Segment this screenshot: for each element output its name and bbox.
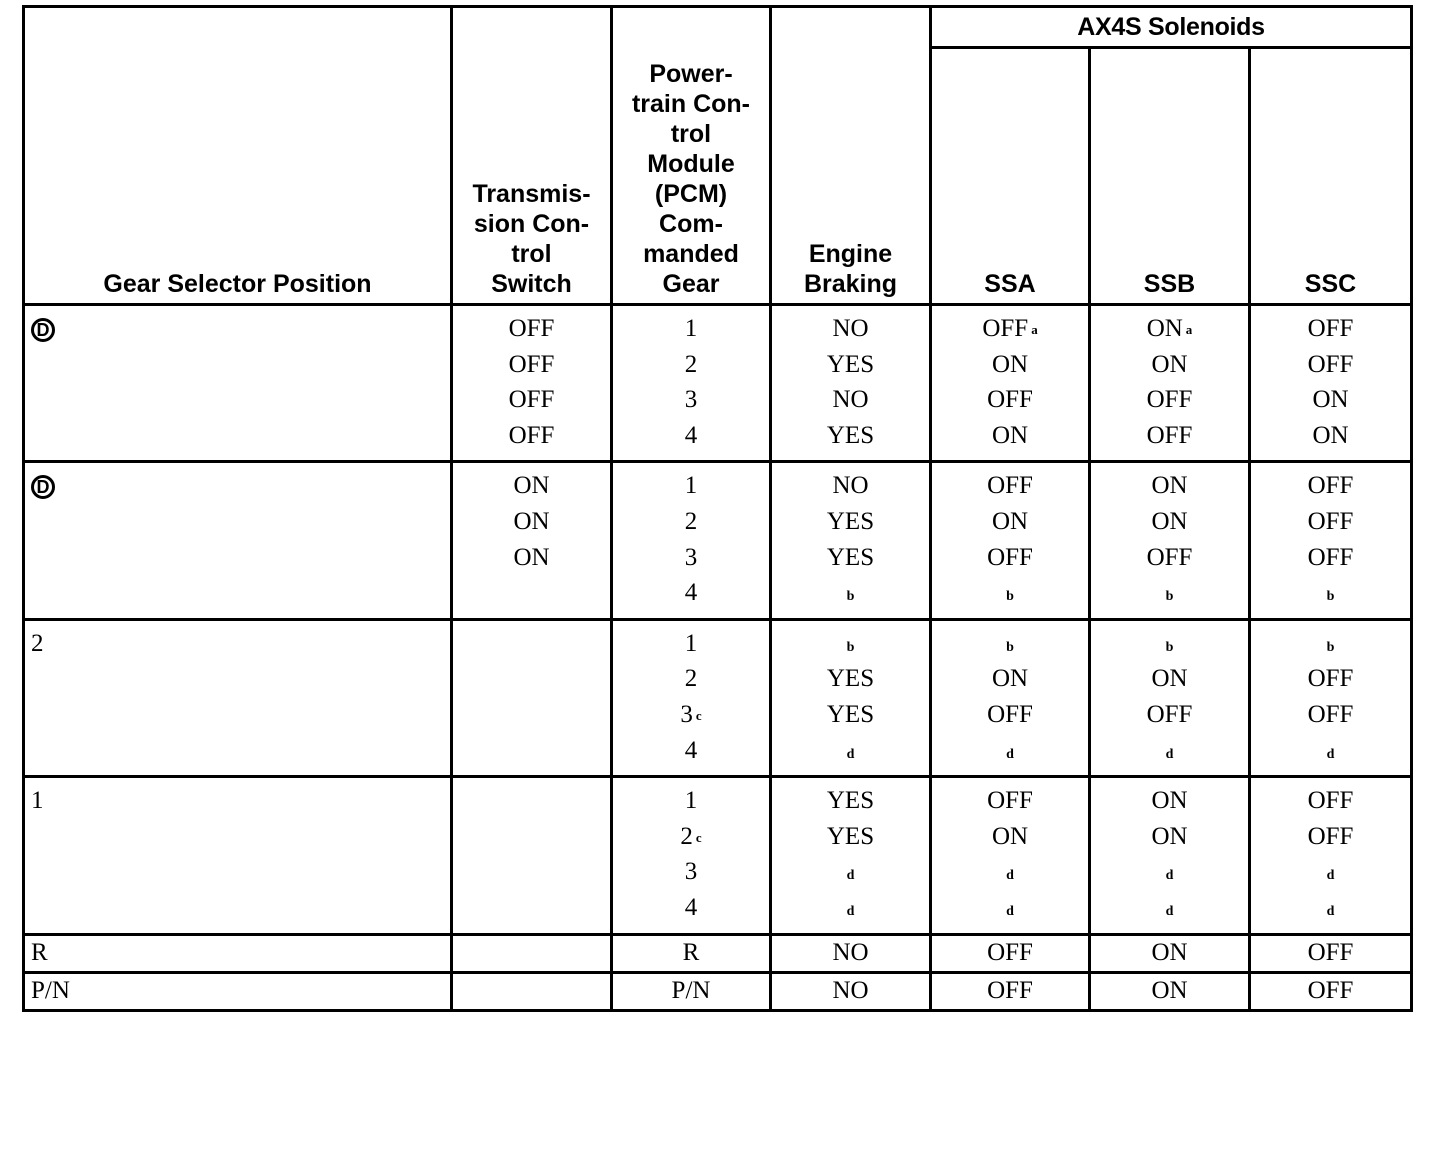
ssa-value: d [1006, 746, 1014, 762]
ssa-value: ON [991, 822, 1029, 850]
ssa-value: ON [991, 507, 1029, 535]
engine-braking-value: YES [826, 822, 875, 850]
ssc-cell [1250, 619, 1412, 776]
pcm-gear-value: 3 [684, 858, 698, 886]
pcm-gear-value: 1 [684, 472, 698, 500]
ssb-value: ON [1151, 822, 1188, 850]
pcm-gear-value: 3 [684, 386, 698, 414]
transmission-control-switch-value: ON [513, 472, 550, 500]
header-ssb: SSB [1090, 48, 1250, 305]
engine-braking-value: b [846, 589, 855, 605]
transmission-control-switch-cell [452, 972, 612, 1010]
gear-selector-position-label: P/N [31, 977, 70, 1004]
ssa-value: d [1006, 903, 1014, 919]
gear-selector-position-cell [24, 619, 452, 776]
header-transmission-control-switch: Transmis- sion Con- trol Switch [452, 7, 612, 305]
ssc-value: OFF [1307, 315, 1354, 342]
table-body [24, 305, 1412, 1011]
ssc-value: OFF [1307, 350, 1354, 378]
ssc-cell [1250, 972, 1412, 1010]
solenoid-application-table [22, 5, 1413, 1012]
header-pcm-commanded-gear: Power- train Con- trol Module (PCM) Com- manded Gear [612, 7, 771, 305]
ssc-value: b [1326, 639, 1335, 655]
engine-braking-value: YES [826, 350, 875, 378]
transmission-control-switch-cell [452, 777, 612, 934]
engine-braking-value: YES [826, 700, 875, 728]
ssb-value: b [1165, 639, 1174, 655]
ssa-value: ON [991, 421, 1029, 449]
header-ax4s-solenoids: AX4S Solenoids [931, 7, 1412, 48]
ssb-value: OFF [1146, 421, 1193, 449]
ssc-cell [1250, 305, 1412, 462]
ssc-value: d [1326, 903, 1335, 919]
overdrive-circle-icon: D [31, 318, 55, 342]
ssc-value: OFF [1307, 472, 1354, 500]
engine-braking-value: NO [832, 472, 869, 500]
ssc-value: d [1326, 746, 1335, 762]
pcm-gear-value: 4 [684, 736, 698, 764]
ssa-value: OFF [987, 977, 1033, 1004]
engine-braking-cell [771, 972, 931, 1010]
ssa-value: OFF [987, 787, 1033, 815]
ssa-value: OFF [982, 315, 1029, 342]
ssa-value: OFF [987, 386, 1033, 414]
ssa-value: OFF [987, 939, 1033, 966]
table-row [24, 972, 1412, 1010]
gear-selector-position-label: 1 [31, 787, 44, 815]
header-ssa: SSA [931, 48, 1090, 305]
engine-braking-value: NO [832, 386, 869, 414]
ssa-value: ON [991, 665, 1029, 693]
pcm-gear-cell [612, 619, 771, 776]
gear-selector-position-cell [24, 305, 452, 462]
ssb-value: ON [1151, 787, 1188, 815]
ssc-value: ON [1312, 386, 1349, 414]
pcm-gear-cell [612, 934, 771, 972]
pcm-gear-value: R [682, 939, 700, 966]
ssb-value: OFF [1146, 543, 1193, 571]
ssc-value: OFF [1307, 787, 1354, 815]
transmission-control-switch-cell [452, 619, 612, 776]
ssc-value: OFF [1307, 507, 1354, 535]
ssb-value: OFF [1146, 700, 1193, 728]
gear-selector-position-cell [24, 777, 452, 934]
engine-braking-cell [771, 462, 931, 619]
ssb-value: ON [1151, 507, 1188, 535]
gear-selector-position-cell [24, 462, 452, 619]
engine-braking-value: YES [826, 787, 875, 815]
engine-braking-value: NO [832, 939, 869, 966]
ssc-cell [1250, 777, 1412, 934]
ssa-cell [931, 972, 1090, 1010]
pcm-gear-value: 3 [680, 700, 693, 728]
transmission-control-switch-value: OFF [508, 386, 555, 414]
transmission-control-switch-value: OFF [508, 350, 555, 378]
ssb-value: ON [1151, 350, 1188, 378]
gear-selector-position-label: R [31, 939, 48, 966]
pcm-gear-value: 1 [684, 787, 698, 815]
engine-braking-cell [771, 305, 931, 462]
engine-braking-value: YES [826, 421, 875, 449]
footnote-marker: a [1185, 322, 1193, 337]
ssb-cell [1090, 462, 1250, 619]
engine-braking-cell [771, 777, 931, 934]
ssa-value: OFF [987, 543, 1033, 571]
transmission-control-switch-cell [452, 934, 612, 972]
pcm-gear-value: P/N [671, 977, 711, 1004]
ssb-value: d [1165, 868, 1174, 884]
ssb-cell [1090, 305, 1250, 462]
ssa-value: d [1006, 868, 1014, 884]
gear-selector-position-label: 2 [31, 629, 44, 657]
pcm-gear-value: 3 [684, 543, 698, 571]
engine-braking-cell [771, 934, 931, 972]
ssc-cell [1250, 462, 1412, 619]
pcm-gear-value: 2 [684, 507, 698, 535]
solenoid-table-container [22, 5, 1413, 1012]
pcm-gear-cell [612, 305, 771, 462]
transmission-control-switch-value: ON [513, 543, 550, 571]
ssb-value: ON [1151, 977, 1188, 1004]
engine-braking-value: YES [826, 543, 875, 571]
ssc-value: OFF [1307, 939, 1354, 966]
pcm-gear-cell [612, 462, 771, 619]
engine-braking-value: YES [826, 507, 875, 535]
ssc-value: OFF [1307, 665, 1354, 693]
pcm-gear-cell [612, 777, 771, 934]
ssc-value: d [1326, 868, 1335, 884]
ssb-cell [1090, 777, 1250, 934]
engine-braking-value: YES [826, 665, 875, 693]
ssa-cell [931, 462, 1090, 619]
engine-braking-value: NO [832, 315, 869, 342]
pcm-gear-value: 4 [684, 421, 698, 449]
table-row [24, 934, 1412, 972]
transmission-control-switch-value: OFF [508, 315, 555, 342]
pcm-gear-value: 2 [684, 665, 698, 693]
header-ssc: SSC [1250, 48, 1412, 305]
ssa-value: ON [991, 350, 1029, 378]
gear-selector-position-cell [24, 972, 452, 1010]
ssb-value: d [1165, 903, 1174, 919]
ssa-cell [931, 934, 1090, 972]
engine-braking-value: d [846, 903, 855, 919]
ssc-value: ON [1312, 421, 1349, 449]
engine-braking-value: d [846, 746, 855, 762]
ssc-value: OFF [1307, 700, 1354, 728]
ssb-value: ON [1151, 939, 1188, 966]
pcm-gear-value: 4 [684, 579, 698, 607]
ssb-cell [1090, 972, 1250, 1010]
transmission-control-switch-value: ON [513, 507, 550, 535]
header-gear-selector-position: Gear Selector Position [24, 7, 452, 305]
pcm-gear-value: 1 [684, 629, 698, 657]
table-row [24, 305, 1412, 462]
engine-braking-value: d [846, 868, 855, 884]
ssb-value: OFF [1146, 386, 1193, 414]
header-engine-braking: Engine Braking [771, 7, 931, 305]
ssc-value: OFF [1307, 977, 1354, 1004]
overdrive-circle-icon: D [31, 475, 55, 499]
ssa-value: b [1006, 639, 1014, 655]
ssc-value: b [1326, 589, 1335, 605]
pcm-gear-value: 2 [684, 350, 698, 378]
ssb-value: ON [1151, 472, 1188, 500]
table-header [24, 7, 1412, 305]
engine-braking-cell [771, 619, 931, 776]
footnote-marker: a [1031, 322, 1038, 337]
footnote-marker: c [695, 707, 702, 723]
ssa-value: OFF [987, 700, 1033, 728]
ssb-value: b [1165, 589, 1174, 605]
transmission-control-switch-value: OFF [508, 421, 555, 449]
table-row [24, 619, 1412, 776]
ssa-value: b [1006, 589, 1014, 605]
ssb-value: ON [1151, 665, 1188, 693]
gear-selector-position-cell [24, 934, 452, 972]
pcm-gear-cell [612, 972, 771, 1010]
pcm-gear-value: 1 [684, 315, 698, 342]
ssc-cell [1250, 934, 1412, 972]
ssb-value: ON [1146, 315, 1183, 342]
ssb-value: d [1165, 746, 1174, 762]
ssa-cell [931, 305, 1090, 462]
ssb-cell [1090, 934, 1250, 972]
transmission-control-switch-cell [452, 462, 612, 619]
engine-braking-value: b [846, 639, 855, 655]
pcm-gear-value: 4 [684, 893, 698, 921]
ssa-cell [931, 619, 1090, 776]
pcm-gear-value: 2 [680, 822, 693, 850]
ssb-cell [1090, 619, 1250, 776]
ssa-value: OFF [987, 472, 1033, 500]
ssc-value: OFF [1307, 822, 1354, 850]
ssa-cell [931, 777, 1090, 934]
ssc-value: OFF [1307, 543, 1354, 571]
engine-braking-value: NO [832, 977, 869, 1004]
table-row [24, 462, 1412, 619]
footnote-marker: c [695, 829, 702, 845]
transmission-control-switch-cell [452, 305, 612, 462]
table-row [24, 777, 1412, 934]
